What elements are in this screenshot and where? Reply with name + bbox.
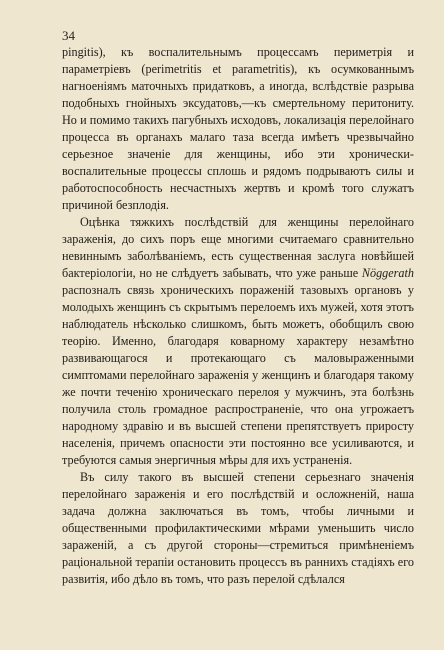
paragraph-continuation: pingitis), къ воспалительнымъ процессамъ периметрія и параметріевъ (perimetritis et parametritis), къ осумкованнымъ нагноеніямъ маточныхъ придатковъ, а иногда, вслѣдствіе разрыва подобныхъ гнойныхъ эксудатовъ,—къ смертельному перитониту. Но и помимо такихъ пагубныхъ исходовъ, локализація перелойнаго процесса въ органахъ малаго таза всегда имѣетъ чрезвычайно серьезное значеніе для женщины, ибо эти хронически-воспалительные процессы сплошь и рядомъ подрываютъ силы и работоспособность несчастныхъ жертвъ и кромѣ того служатъ причиной безплодія. xyxy=(62,45,414,212)
page-number: 34 xyxy=(62,28,75,43)
author-name-emphasis: Nöggerath xyxy=(361,266,414,280)
paragraph-assessment-start: Оцѣнка тяжкихъ послѣдствій для женщины перелойнаго зараженія, до сихъ поръ еще многими считаемаго сравнительно невиннымъ заболѣваніемъ, есть существенная заслуга новѣйшей бактеріологіи, но не слѣдуетъ забывать, что уже раньше xyxy=(62,215,414,280)
paragraph-assessment xyxy=(62,214,414,469)
paragraph-assessment-end: распозналъ связь хроническихъ пораженій тазовыхъ органовъ у молодыхъ женщинъ съ скрытымъ перелоемъ ихъ мужей, хотя этотъ наблюдатель нѣсколько слишкомъ, быть можетъ, обобщилъ свою теорію. Именно, благодаря коварному характеру незамѣтно развивающагося и протекающаго съ маловыраженными симптомами перелойнаго зараженія у женщинъ и благодаря такому же почти теченію хроническаго перелоя у мужчинъ, эта болѣзнь получила столь громадное распространеніе, что она угрожаетъ народному здравію и въ высшей степени препятствуетъ приросту населенія, причемъ опасности эти постоянно все усиливаются, и требуются самыя энергичныя мѣры для ихъ устраненія. xyxy=(62,283,414,467)
paragraph-task: Въ силу такого въ высшей степени серьезнаго значенія перелойнаго зараженія и его послѣдствій и осложненій, наша задача должна заключаться въ томъ, чтобы личными и общественными профилактическими мѣрами уменьшить число зараженій, а съ другой стороны—стремиться примѣненіемъ раціональной терапіи остановить процессъ въ раннихъ стадіяхъ его развитія, ибо дѣло въ томъ, что разъ перелой сдѣлался xyxy=(62,470,414,586)
body-text xyxy=(62,44,414,588)
